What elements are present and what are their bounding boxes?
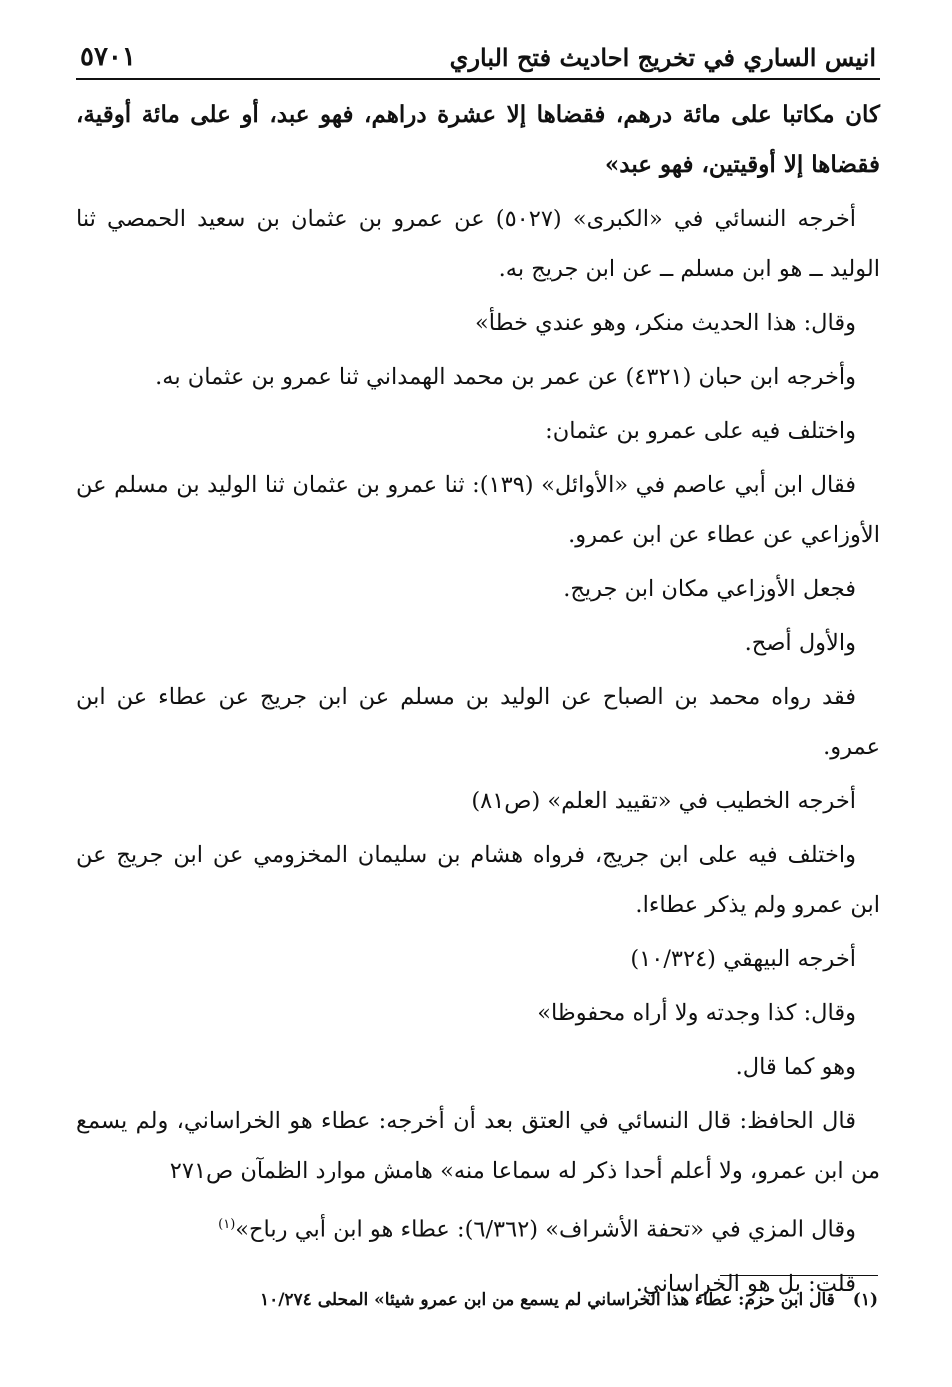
- paragraph: واختلف فيه على ابن جريج، فرواه هشام بن سليمان المخزومي عن ابن جريج عن ابن عمرو ولم يذكر عطاءا.: [76, 842, 880, 918]
- hadith-text: كان مكاتبا على مائة درهم، فقضاها إلا عشرة دراهم، فهو عبد، أو على مائة أوقية، فقضاها إلا أوقيتين، فهو عبد»: [76, 101, 880, 178]
- footnote-separator: [720, 1275, 878, 1276]
- page-header: [76, 30, 880, 80]
- paragraph: فقد رواه محمد بن الصباح عن الوليد بن مسلم عن ابن جريج عن عطاء عن ابن عمرو.: [76, 684, 880, 760]
- paragraph: أخرجه النسائي في «الكبرى» (٥٠٢٧) عن عمرو بن عثمان بن سعيد الحمصي ثنا الوليد ــ هو ابن مسلم ــ عن ابن جريج به.: [76, 206, 880, 282]
- footnote-text: قال ابن حزم: عطاء هذا الخراساني لم يسمع من ابن عمرو شيئا» المحلى ١٠/٢٧٤: [259, 1290, 835, 1310]
- footnote: [78, 1283, 878, 1317]
- paragraph: أخرجه الخطيب في «تقييد العلم» (ص٨١): [471, 788, 856, 814]
- footnote-number: (١): [852, 1290, 878, 1310]
- paragraph: [76, 1200, 880, 1255]
- running-title: انيس الساري في تخريج احاديث فتح الباري: [449, 43, 876, 72]
- paragraph: وقال: كذا وجدته ولا أراه محفوظا»: [537, 1000, 856, 1026]
- paragraph: وقال: هذا الحديث منكر، وهو عندي خطأ»: [475, 310, 856, 336]
- paragraph: فقال ابن أبي عاصم في «الأوائل» (١٣٩): ثنا عمرو بن عثمان ثنا الوليد بن مسلم عن الأوزاعي عن عطاء عن ابن عمرو.: [76, 472, 880, 548]
- paragraph: فجعل الأوزاعي مكان ابن جريج.: [563, 576, 856, 602]
- paragraph: واختلف فيه على عمرو بن عثمان:: [545, 418, 856, 444]
- page-number: ٥٧٠١: [80, 42, 136, 72]
- paragraph: وأخرجه ابن حبان (٤٣٢١) عن عمر بن محمد الهمداني ثنا عمرو بن عثمان به.: [155, 364, 856, 390]
- paragraph: والأول أصح.: [744, 630, 856, 656]
- paragraph: وهو كما قال.: [735, 1054, 856, 1080]
- paragraph: قلت: بل هو الخراساني.: [635, 1270, 856, 1297]
- paragraph: قال الحافظ: قال النسائي في العتق بعد أن أخرجه: عطاء هو الخراساني، ولم يسمع من ابن عمرو، ولا أعلم أحدا ذكر له سماعا منه» هامش موارد الظمآن ص٢٧١: [76, 1108, 880, 1184]
- paragraph: أخرجه البيهقي (١٠/٣٢٤): [630, 946, 856, 972]
- main-text: [76, 90, 880, 1309]
- paragraph-text: وقال المزي في «تحفة الأشراف» (٦/٣٦٢): عطاء هو ابن أبي رباح»: [235, 1216, 856, 1243]
- footnote-reference[interactable]: (١): [218, 1217, 236, 1232]
